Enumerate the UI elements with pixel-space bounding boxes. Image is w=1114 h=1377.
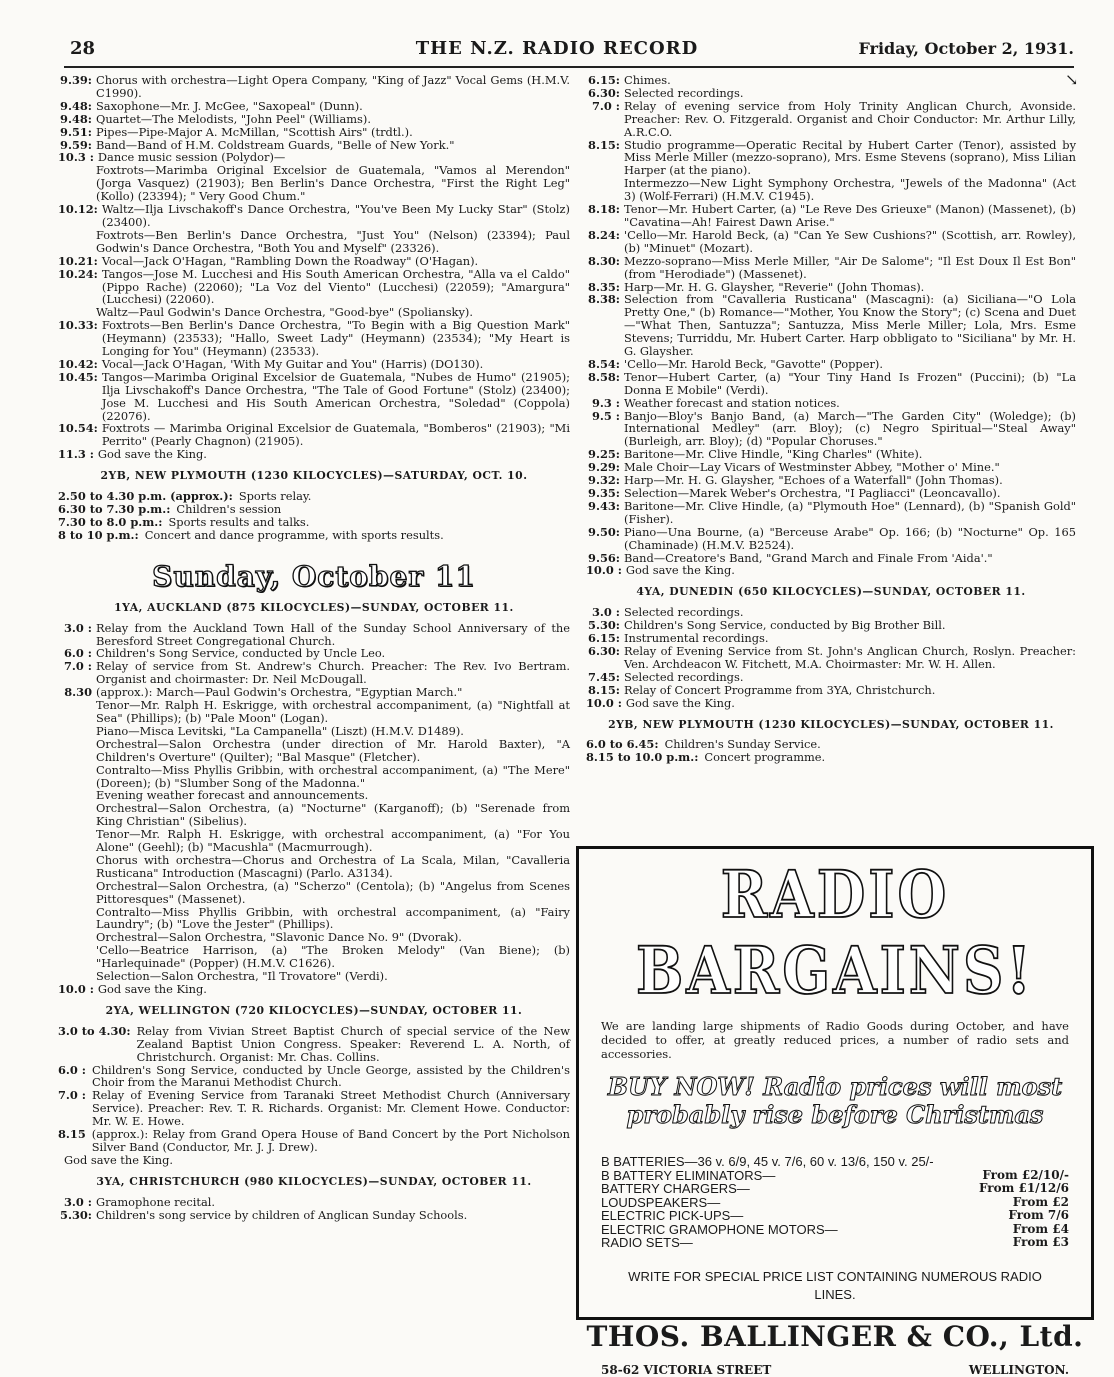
listing-item — [586, 671, 1076, 684]
price-row — [601, 1236, 1069, 1250]
listing-text: Piano—Una Bourne, (a) "Berceuse Arabe" Op. 166; (b) "Nocturne" Op. 165 (Chaminade) (H.M.V. B2524). — [624, 524, 1076, 552]
listing-item — [58, 100, 570, 113]
listing-text: Orchestral—Salon Orchestra (under direction of Mr. Harold Baxter), "A Children's Overture" (Quilter); "Bal Masque" (Fletcher). — [96, 736, 570, 764]
listing-text: Piano—Misca Levitski, "La Campanella" (Liszt) (H.M.V. D1489). — [96, 723, 464, 738]
listing-time — [58, 828, 96, 854]
listing-time: 10.12: — [58, 202, 98, 217]
header-rule — [64, 66, 1074, 68]
listing-item — [586, 410, 1076, 449]
listing-item — [58, 1154, 570, 1167]
price-item: BATTERY CHARGERS— — [601, 1181, 750, 1196]
listing-item — [58, 764, 570, 790]
listing-item — [58, 906, 570, 932]
listing-time: 8.24: — [588, 227, 620, 242]
christchurch-listing — [58, 1196, 570, 1222]
listing-item — [58, 371, 570, 423]
advert-title: RADIO BARGAINS! — [636, 857, 1034, 1009]
listing-time: 10.21: — [58, 253, 98, 268]
listing-item — [586, 487, 1076, 500]
listing-text: Relay of Evening Service from Taranaki Street Methodist Church (Anniversary Service). Preacher: Rev. T. R. Richards. Organist: Mr. Clement Howe. Conductor: Mr. W. E. Howe. — [92, 1088, 570, 1129]
listing-text: 'Cello—Mr. Harold Beck, "Gavotte" (Popper). — [624, 356, 883, 371]
listing-text: Band—Creatore's Band, "Grand March and Finale From 'Aida'." — [624, 550, 993, 565]
listing-text: Tenor—Mr. Ralph H. Eskrigge, with orchestral accompaniment, (a) "Nightfall at Sea" (Phillips); (b) "Pale Moon" (Logan). — [96, 698, 570, 725]
price-row — [601, 1155, 1069, 1169]
listing-item — [586, 100, 1076, 139]
listing-text: Selection from "Cavalleria Rusticana" (Mascagni): (a) Siciliana—"O Lola Pretty One," (b) Romance—"Mother, You Know the Story"; (c) Scena and Duet—"What Then, Santuzza"; Santuzza, Miss Merle Miller; Lola, Mrs. Esme Stevens; Turriddu, Mr. Hubert Carter. Harp obbligato to "Siciliana" by Mr. H. G. Glaysher. — [624, 292, 1076, 359]
listing-item — [58, 126, 570, 139]
listing-item — [586, 751, 1076, 764]
listing-item — [58, 1209, 570, 1222]
listing-text: Orchestral—Salon Orchestra, "Slavonic Dance No. 9" (Dvorak). — [96, 930, 462, 945]
listing-text: Children's song service by children of Anglican Sunday Schools. — [96, 1207, 468, 1222]
listing-item — [586, 177, 1076, 203]
listing-time — [58, 738, 96, 764]
listing-time: 9.51: — [60, 124, 92, 139]
listing-text: Tenor—Hubert Carter, (a) "Your Tiny Hand Is Frozen" (Puccini); (b) "La Donna E Mobile" (Verdi). — [624, 369, 1076, 397]
listing-text: Foxtrots — Marimba Original Excelsior de Guatemala, "Bomberos" (21903); "Mi Perrito" (Pearly Chagnon) (21905). — [101, 421, 570, 449]
listing-item — [58, 1128, 570, 1154]
price-value: From £3 — [1012, 1235, 1069, 1249]
listing-text: Children's Sunday Service. — [664, 737, 821, 752]
listing-time: 10.42: — [58, 356, 98, 371]
listing-time: 10.54: — [58, 421, 98, 436]
listing-item — [58, 529, 570, 542]
listing-time: 11.3 : — [58, 447, 94, 462]
street-address: 58-62 VICTORIA STREET — [601, 1362, 772, 1377]
listing-item — [58, 448, 570, 461]
listing-time: 10.24: — [58, 266, 98, 281]
listing-text: Foxtrots—Ben Berlin's Dance Orchestra, "To Begin with a Big Question Mark" (Heymann) (23533); "Hallo, Sweet Lady" (Heymann) (23534); "My Heart is Longing for You" (Heymann) (23533). — [101, 318, 570, 359]
listing-time: 6.30: — [588, 643, 620, 658]
advert-slogan-line-1: BUY NOW! Radio prices will most — [607, 1072, 1063, 1101]
listing-time: 5.30: — [60, 1207, 92, 1222]
listing-text: Waltz—Paul Godwin's Dance Orchestra, "Good-bye" (Spoliansky). — [96, 305, 473, 320]
listing-text: Dance music session (Polydor)— — [97, 150, 286, 165]
listing-text: Waltz—Ilja Livschakoff's Dance Orchestra, "You've Been My Lucky Star" (Stolz) (23400). — [101, 202, 570, 229]
listing-text: Foxtrots—Marimba Original Excelsior de Guatemala, "Vamos al Merendon" (Jorga Vasquez) (21903); Ben Berlin's Dance Orchestra, "First the Right Leg" (Kollo) (23394); " Very Good Chum." — [96, 163, 570, 204]
listing-text: Orchestral—Salon Orchestra, (a) "Nocturne" (Karganoff); (b) "Serenade from King Christian" (Sibelius). — [96, 801, 570, 829]
listing-time: 7.0 : — [64, 659, 92, 674]
listing-time: 8.30: — [588, 253, 620, 268]
listing-text: Selected recordings. — [624, 85, 744, 100]
listing-time: 9.50: — [588, 524, 620, 539]
listing-time: 9.56: — [588, 550, 620, 565]
listing-text: Contralto—Miss Phyllis Gribbin, with orchestral accompaniment, (a) "The Mere" (Doreen); (b) "Slumber Song of the Madonna." — [96, 762, 570, 790]
listing-text: Relay of evening service from Holy Trinity Anglican Church, Avonside. Preacher: Rev. O. Fitzgerald. Organist and Choir Conductor: Mr. Arthur Lilly, A.R.C.O. — [624, 98, 1076, 139]
listing-item — [58, 113, 570, 126]
listing-text: Harp—Mr. H. G. Glaysher, "Reverie" (John Thomas). — [624, 279, 925, 294]
listing-time — [58, 802, 96, 828]
listing-text: Chorus with orchestra—Chorus and Orchestra of La Scala, Milan, "Cavalleria Rusticana" Introduction (Mascagni) (Parlo. A3134). — [96, 852, 570, 880]
listing-time: 9.25: — [588, 447, 620, 462]
listing-text: God save the King. — [64, 1152, 173, 1167]
firm-name: THOS. BALLINGER & CO., Ltd. — [586, 1319, 1084, 1353]
listing-item — [58, 229, 570, 255]
listing-time — [58, 164, 96, 203]
listing-time: 3.0 to 4.30: — [58, 1023, 131, 1038]
listing-item — [58, 854, 570, 880]
listing-text: Intermezzo—New Light Symphony Orchestra, "Jewels of the Madonna" (Act 3) (Wolf-Ferrari) (H.M.V. C1945). — [624, 176, 1076, 204]
price-row — [601, 1223, 1069, 1237]
listing-time: 9.3 : — [592, 395, 620, 410]
listing-item — [586, 397, 1076, 410]
price-value: From 7/6 — [1008, 1208, 1069, 1222]
listing-text: Sports relay. — [238, 489, 312, 504]
price-item: B BATTERIES—36 v. 6/9, 45 v. 7/6, 60 v. 13/6, 150 v. 25/- — [601, 1154, 934, 1169]
listing-item — [586, 74, 1076, 87]
listing-time: 9.29: — [588, 460, 620, 475]
listing-text: Children's Song Service, conducted by Uncle George, assisted by the Children's Choir from the Maranui Methodist Church. — [92, 1062, 570, 1090]
price-item: LOUDSPEAKERS— — [601, 1194, 721, 1210]
section-heading: 3YA, CHRISTCHURCH (980 KILOCYCLES)—SUNDAY, OCTOBER 11. — [96, 1174, 532, 1188]
listing-item — [58, 1025, 570, 1064]
listing-item — [58, 944, 570, 970]
city: WELLINGTON. — [968, 1362, 1069, 1377]
listing-time: 9.48: — [60, 111, 92, 126]
price-row — [601, 1196, 1069, 1210]
listing-text: Relay of Evening Service from St. John's Anglican Church, Roslyn. Preacher: Ven. Archdeacon W. Fitchett, M.A. Choirmaster: Mr. W. H. Allen. — [624, 643, 1076, 671]
listing-time: 7.45: — [588, 669, 620, 684]
listing-text: Selected recordings. — [624, 605, 744, 620]
listing-time: 3.0 : — [64, 1194, 92, 1209]
listing-time: 8.35: — [588, 279, 620, 294]
listing-text: Saxophone—Mr. J. McGee, "Saxopeal" (Dunn). — [96, 98, 363, 113]
masthead: THE N.Z. RADIO RECORD — [415, 38, 699, 59]
new-plymouth-saturday-listing — [58, 490, 570, 542]
listing-item — [58, 74, 570, 100]
listing-item — [58, 255, 570, 268]
price-row — [601, 1209, 1069, 1223]
listing-item — [586, 564, 1076, 577]
listing-text: Studio programme—Operatic Recital by Hubert Carter (Tenor), assisted by Miss Merle Miller (mezzo-soprano), Mrs. Esme Stevens (soprano), Miss Lilian Harper (at the piano). — [624, 137, 1076, 178]
listing-item — [586, 358, 1076, 371]
listing-item — [586, 293, 1076, 358]
advert-slogan-line-2: probably rise before Christmas — [626, 1100, 1044, 1129]
listing-text: Relay from the Auckland Town Hall of the Sunday School Anniversary of the Beresford Street Congregational Church. — [96, 620, 570, 648]
listing-text: Evening weather forecast and announcements. — [96, 788, 369, 803]
listing-time: 8.30 — [64, 685, 92, 700]
wellington-listing — [58, 1025, 570, 1167]
auckland-listing — [58, 622, 570, 996]
listing-time: 8.58: — [588, 369, 620, 384]
listing-item — [58, 1196, 570, 1209]
listing-text: Concert and dance programme, with sports results. — [144, 527, 444, 542]
listing-time — [58, 944, 96, 970]
listing-time: 9.39: — [60, 73, 92, 87]
listing-item — [58, 319, 570, 358]
listing-text: Gramophone recital. — [96, 1194, 216, 1209]
corner-mark-icon: ↘ — [1065, 70, 1079, 89]
listing-time: 10.0 : — [58, 982, 94, 996]
listing-time: 8.15: — [588, 682, 620, 697]
listing-item — [58, 802, 570, 828]
listing-time — [58, 789, 96, 802]
listing-time: 9.43: — [588, 498, 620, 513]
listing-text: 'Cello—Beatrice Harrison, (a) "The Broken Melody" (Van Biene); (b) "Harlequinade" (Popper) (H.M.V. C1626). — [96, 943, 570, 971]
firm-address — [601, 1363, 1069, 1377]
listing-item — [58, 358, 570, 371]
listing-time: 6.0 : — [58, 1062, 86, 1077]
listing-text: Children's session — [176, 502, 282, 516]
listing-item — [586, 371, 1076, 397]
sunday-title: Sunday, October 11 — [152, 559, 476, 593]
listing-text: Chimes. — [624, 73, 671, 87]
listing-text: Children's Song Service, conducted by Uncle Leo. — [96, 646, 386, 661]
listing-time: 9.48: — [60, 98, 92, 113]
new-plymouth-sunday-listing — [586, 738, 1076, 764]
listing-text: Chorus with orchestra—Light Opera Company, "King of Jazz" Vocal Gems (H.M.V. C1990). — [96, 73, 570, 100]
listing-time: 6.30 to 7.30 p.m.: — [58, 502, 171, 516]
listing-time — [586, 177, 624, 203]
left-top-listing — [58, 74, 570, 461]
listing-item — [586, 203, 1076, 229]
section-heading: 2YB, NEW PLYMOUTH (1230 KILOCYCLES)—SUNDAY, OCTOBER 11. — [608, 717, 1054, 731]
listing-text: Selection—Salon Orchestra, "Il Trovatore" (Verdi). — [96, 969, 388, 984]
price-value: From £4 — [1012, 1221, 1069, 1236]
listing-text: Weather forecast and station notices. — [624, 395, 840, 410]
christchurch-continued-listing — [586, 74, 1076, 577]
listing-item — [58, 164, 570, 203]
dunedin-listing — [586, 606, 1076, 709]
listing-time: 7.30 to 8.0 p.m.: — [58, 514, 163, 529]
listing-item — [586, 87, 1076, 100]
listing-item — [586, 139, 1076, 178]
listing-time — [58, 854, 96, 880]
price-item: ELECTRIC PICK-UPS— — [601, 1208, 744, 1223]
price-value: From £1/12/6 — [978, 1181, 1069, 1195]
listing-time: 7.0 : — [592, 98, 620, 113]
listing-time — [58, 764, 96, 790]
listing-time: 3.0 : — [592, 605, 620, 620]
listing-text: Vocal—Jack O'Hagan, 'With My Guitar and You" (Harris) (DO130). — [101, 356, 484, 371]
listing-item — [58, 622, 570, 648]
listing-text: Instrumental recordings. — [624, 631, 769, 646]
section-heading: 2YA, WELLINGTON (720 KILOCYCLES)—SUNDAY, OCTOBER 11. — [105, 1003, 523, 1017]
listing-item — [586, 255, 1076, 281]
listing-time: 8.15 — [58, 1127, 86, 1142]
listing-item — [58, 1089, 570, 1128]
listing-text: Tangos—Marimba Original Excelsior de Guatemala, "Nubes de Humo" (21905); Ilja Livschakoff's Dance Orchestra, "The Tale of Good Fortune" (Stolz) (23400); Jose M. Lucchesi and His South American Orchestra, "Soledad" (Coppola) (22076). — [101, 369, 570, 423]
listing-time: 8.15: — [588, 137, 620, 152]
listing-time — [58, 880, 96, 906]
listing-text: Banjo—Bloy's Banjo Band, (a) March—"The Garden City" (Woledge); (b) International Medley" (arr. Bloy); (c) Negro Spiritual—"Steal Away" (Burleigh, arr. Bloy); (d) "Popular Choruses." — [624, 408, 1076, 449]
listing-item — [58, 725, 570, 738]
listing-text: God save the King. — [625, 695, 735, 710]
listing-item — [58, 516, 570, 529]
price-item: ELECTRIC GRAMOPHONE MOTORS— — [601, 1221, 838, 1237]
listing-time — [58, 931, 96, 944]
section-heading: 2YB, NEW PLYMOUTH (1230 KILOCYCLES)—SATURDAY, OCT. 10. — [100, 469, 528, 483]
listing-text: Baritone—Mr. Clive Hindle, (a) "Plymouth Hoe" (Lennard), (b) "Spanish Gold" (Fisher). — [624, 498, 1076, 526]
listing-item — [58, 828, 570, 854]
listing-item — [58, 660, 570, 686]
listing-item — [586, 684, 1076, 697]
page-number: 28 — [70, 38, 96, 59]
advert-intro: We are landing large shipments of Radio Goods during October, and have decided to offer, at greatly reduced prices, a number of radio sets and accessories. — [601, 1019, 1069, 1061]
listing-text: Mezzo-soprano—Miss Merle Miller, "Air De Salome"; "Il Est Doux Il Est Bon" (from "Herodiade") (Massenet). — [624, 253, 1076, 281]
listing-text: Sports results and talks. — [168, 514, 310, 529]
listing-text: Tangos—Jose M. Lucchesi and His South American Orchestra, "Alla va el Caldo" (Pippo Rache) (22060); "La Voz del Viento" (Lucchesi) (22059); "Amargura" (Lucchesi) (22060). — [101, 266, 570, 307]
section-heading: 1YA, AUCKLAND (875 KILOCYCLES)—SUNDAY, OCTOBER 11. — [114, 600, 514, 614]
listing-text: 'Cello—Mr. Harold Beck, (a) "Can Ye Sew Cushions?" (Scottish, arr. Rowley), (b) "Minuet" (Mozart). — [624, 227, 1076, 255]
listing-item — [58, 503, 570, 516]
listing-text: God save the King. — [97, 447, 207, 462]
listing-item — [586, 500, 1076, 526]
listing-time: 10.0 : — [586, 563, 622, 578]
listing-time — [58, 725, 96, 738]
listing-text: Orchestral—Salon Orchestra, (a) "Scherzo" (Centola); (b) "Angelus from Scenes Pittoresques" (Massenet). — [96, 878, 570, 906]
listing-item — [58, 880, 570, 906]
listing-item — [586, 229, 1076, 255]
listing-time: 8.54: — [588, 356, 620, 371]
listing-text: Relay from Vivian Street Baptist Church of special service of the New Zealand Baptist Union Congress. Speaker: Reverend L. A. North, of Christchurch. Organist: Mr. Chas. Collins. — [136, 1023, 570, 1064]
listing-time: 5.30: — [588, 618, 620, 633]
listing-text: Band—Band of H.M. Coldstream Guards, "Belle of New York." — [96, 137, 455, 152]
price-item: B BATTERY ELIMINATORS— — [601, 1167, 776, 1183]
listing-text: Children's Song Service, conducted by Big Brother Bill. — [624, 618, 946, 633]
right-column — [586, 74, 1076, 764]
listing-text: Male Choir—Lay Vicars of Westminster Abbey, "Mother o' Mine." — [624, 460, 1000, 475]
listing-text: Foxtrots—Ben Berlin's Dance Orchestra, "Just You" (Nelson) (23394); Paul Godwin's Dance Orchestra, "Both You and Myself" (23326). — [96, 227, 570, 255]
listing-time: 8.38: — [588, 292, 620, 307]
listing-text: God save the King. — [625, 563, 735, 578]
listing-item — [58, 422, 570, 448]
listing-text: Tenor—Mr. Hubert Carter, (a) "Le Reve Des Grieuxe" (Manon) (Massenet), (b) "Cavatina—Ah! Fairest Dawn Arise." — [624, 202, 1076, 229]
listing-text: Quartet—The Melodists, "John Peel" (Williams). — [96, 111, 371, 126]
listing-item — [586, 697, 1076, 710]
listing-time: 6.0 to 6.45: — [586, 737, 659, 752]
price-row — [601, 1169, 1069, 1183]
listing-time: 8 to 10 p.m.: — [58, 527, 139, 542]
listing-text: Tenor—Mr. Ralph H. Eskrigge, with orchestral accompaniment, (a) "For You Alone" (Geehl); (b) "Macushla" (Macmurrough). — [96, 827, 570, 855]
listing-time: 3.0 : — [64, 620, 92, 635]
listing-time: 6.30: — [588, 85, 620, 100]
listing-time: 2.50 to 4.30 p.m. (approx.): — [58, 489, 233, 504]
issue-date: Friday, October 2, 1931. — [858, 39, 1074, 58]
listing-text: Relay of Concert Programme from 3YA, Christchurch. — [624, 682, 936, 697]
listing-item — [58, 268, 570, 307]
price-value: From £2/10/- — [982, 1167, 1069, 1182]
listing-text: Selection—Marek Weber's Orchestra, "I Pagliacci" (Leoncavallo). — [624, 486, 1001, 500]
listing-time: 9.5 : — [592, 408, 620, 423]
listing-time — [58, 699, 96, 725]
listing-text: Pipes—Pipe-Major A. McMillan, "Scottish Airs" (trdtl.). — [96, 124, 413, 139]
listing-item — [58, 983, 570, 996]
listing-item — [58, 738, 570, 764]
listing-text: Relay of service from St. Andrew's Church. Preacher: The Rev. Ivo Bertram. Organist and choirmaster: Dr. Neil McDougall. — [96, 659, 570, 687]
listing-text: Selected recordings. — [624, 669, 744, 684]
listing-text: Vocal—Jack O'Hagan, "Rambling Down the Roadway" (O'Hagan). — [101, 253, 479, 268]
listing-time: 6.0 : — [64, 646, 92, 661]
listing-time: 8.15 to 10.0 p.m.: — [586, 750, 699, 765]
radio-bargains-advert — [576, 846, 1094, 1377]
price-value: From £2 — [1012, 1194, 1069, 1209]
advert-write-line: WRITE FOR SPECIAL PRICE LIST CONTAINING NUMEROUS RADIO LINES. — [628, 1268, 1042, 1302]
listing-text: (approx.): Relay from Grand Opera House of Band Concert by the Port Nicholson Silver Band (Conductor, Mr. J. J. Drew). — [91, 1127, 570, 1154]
listing-time: 10.0 : — [586, 695, 622, 710]
listing-time: 9.35: — [588, 486, 620, 500]
left-column — [58, 74, 570, 1222]
listing-time: 9.59: — [60, 137, 92, 152]
listing-time: 6.15: — [588, 73, 620, 87]
listing-text: Concert programme. — [704, 750, 826, 765]
listing-time: 10.45: — [58, 369, 98, 384]
price-list — [601, 1155, 1069, 1250]
listing-item — [586, 526, 1076, 552]
listing-time: 7.0 : — [58, 1088, 86, 1103]
listing-time — [58, 906, 96, 932]
listing-text: Harp—Mr. H. G. Glaysher, "Echoes of a Waterfall" (John Thomas). — [624, 473, 1003, 488]
listing-item — [58, 203, 570, 229]
listing-item — [58, 699, 570, 725]
section-heading: 4YA, DUNEDIN (650 KILOCYCLES)—SUNDAY, OCTOBER 11. — [636, 585, 1026, 599]
listing-text: Contralto—Miss Phyllis Gribbin, with orchestral accompaniment, (a) "Fairy Laundry"; (b) "Love the Jester" (Phillips). — [96, 904, 570, 932]
price-item: RADIO SETS— — [601, 1235, 693, 1250]
listing-time: 10.33: — [58, 318, 98, 333]
listing-item — [58, 1064, 570, 1090]
page-header — [0, 0, 1114, 70]
listing-time: 10.3 : — [58, 150, 94, 165]
listing-time: 8.18: — [588, 202, 620, 217]
listing-time: 9.32: — [588, 473, 620, 488]
listing-time — [58, 229, 96, 255]
listing-item — [586, 645, 1076, 671]
listing-text: (approx.): March—Paul Godwin's Orchestra, "Egyptian March." — [96, 685, 463, 700]
price-row — [601, 1182, 1069, 1196]
listing-time: 6.15: — [588, 631, 620, 646]
listing-text: God save the King. — [97, 982, 207, 996]
listing-text: Baritone—Mr. Clive Hindle, "King Charles" (White). — [624, 447, 923, 462]
